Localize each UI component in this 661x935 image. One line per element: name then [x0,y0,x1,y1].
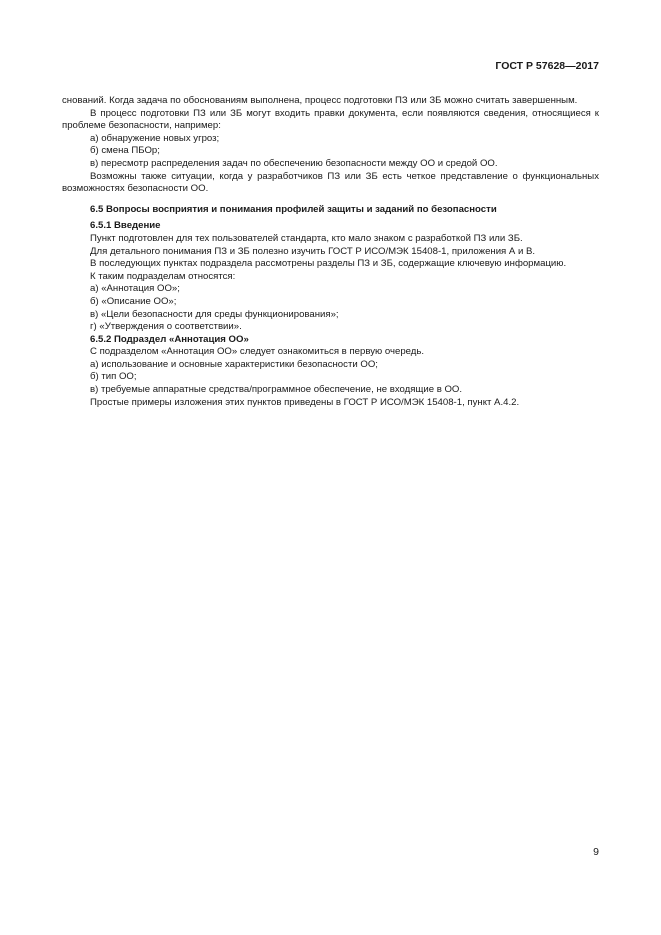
paragraph: Пункт подготовлен для тех пользователей стандарта, кто мало знаком с разработкой ПЗ или ЗБ. [90,232,523,244]
paragraph: снований. Когда задача по обоснованиям выполнена, процесс подготовки ПЗ или ЗБ можно считать завершенным. [62,95,578,106]
subsection-heading: 6.5.2 Подраздел «Аннотация ОО» [90,333,249,345]
paragraph: В последующих пунктах подраздела рассмотрены разделы ПЗ и ЗБ, содержащие ключевую информацию. [90,258,567,270]
list-item: а) «Аннотация ОО»; [90,283,180,295]
paragraph: Для детального понимания ПЗ и ЗБ полезно изучить ГОСТ Р ИСО/МЭК 15408-1, приложения А и В. [90,245,536,257]
section-heading: 6.5 Вопросы восприятия и понимания профилей защиты и заданий по безопасности [90,203,497,215]
list-item: б) тип ОО; [90,371,137,383]
page-number: 9 [593,846,599,858]
subsection-heading: 6.5.1 Введение [90,220,161,232]
list-item: в) «Цели безопасности для среды функционирования»; [90,308,339,320]
list-item: б) «Описание ОО»; [90,295,177,307]
paragraph: в) требуемые аппаратные средства/программное обеспечение, не входящие в ОО. [90,384,463,396]
paragraph: К таким подразделам относятся: [90,270,236,282]
paragraph: Простые примеры изложения этих пунктов приведены в ГОСТ Р ИСО/МЭК 15408-1, пункт А.4.2. [90,396,520,408]
list-item: б) смена ПБОр; [90,145,160,157]
paragraph: С подразделом «Аннотация ОО» следует ознакомиться в первую очередь. [90,346,425,358]
list-item: г) «Утверждения о соответствии». [90,321,242,333]
paragraph: Возможны также ситуации, когда у разработчиков ПЗ или ЗБ есть четкое представление о функциональных возможностях безопасности ОО. [62,170,599,195]
list-item: а) использование и основные характеристики безопасности ОО; [90,358,378,370]
paragraph: В процесс подготовки ПЗ или ЗБ могут входить правки документа, если появляются сведения, относящиеся к проблеме безопасности, например: [62,107,599,132]
list-item: а) обнаружение новых угроз; [90,132,220,144]
paragraph: в) пересмотр распределения задач по обеспечению безопасности между ОО и средой ОО. [90,157,498,169]
document-body [62,95,599,409]
document-code: ГОСТ Р 57628—2017 [495,60,599,72]
